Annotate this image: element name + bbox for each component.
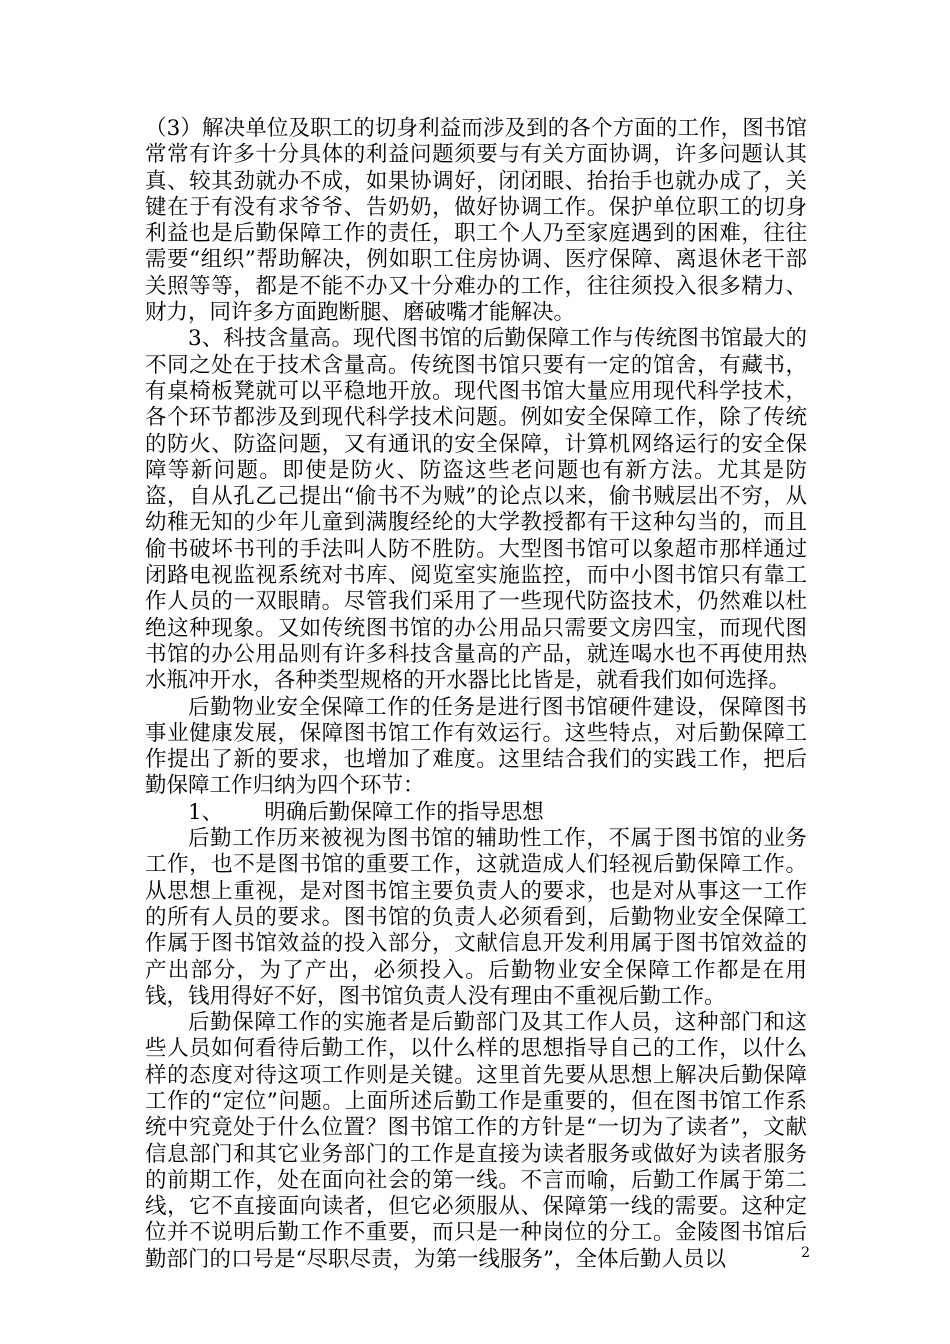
paragraph-tasks: 后勤物业安全保障工作的任务是进行图书馆硬件建设，保障图书事业健康发展，保障图书馆工作有效运行。这些特点，对后勤保障工作提出了新的要求，也增加了难度。这里结合我们的实践工作，把后勤保障工作归纳为四个环节： — [145, 694, 807, 799]
section-heading-number: 1、 — [188, 799, 224, 825]
document-body — [145, 116, 807, 1273]
paragraph-benefits: （3）解决单位及职工的切身利益而涉及到的各个方面的工作，图书馆常常有许多十分具体的利益问题须要与有关方面协调，许多问题认其真、较其劲就办不成，如果协调好，闭闭眼、抬抬手也就办成了，关键在于有没有求爷爷、告奶奶，做好协调工作。保护单位职工的切身利益也是后勤保障工作的责任，职工个人乃至家庭遇到的困难，往往需要“组织”帮助解决，例如职工住房协调、医疗保障、离退休老干部关照等等，都是不能不办又十分难办的工作，往往须投入很多精力、财力，同许多方面跑断腿、磨破嘴才能解决。 — [145, 116, 807, 326]
paragraph-ideology: 后勤工作历来被视为图书馆的辅助性工作，不属于图书馆的业务工作，也不是图书馆的重要工作，这就造成人们轻视后勤保障工作。从思想上重视，是对图书馆主要负责人的要求，也是对从事这一工作的所有人员的要求。图书馆的负责人必须看到，后勤物业安全保障工作属于图书馆效益的投入部分，文献信息开发利用属于图书馆效益的产出部分，为了产出，必须投入。后勤物业安全保障工作都是在用钱，钱用得好不好，图书馆负责人没有理由不重视后勤工作。 — [145, 826, 807, 1009]
page-number: 2 — [801, 1245, 810, 1261]
section-heading-title: 明确后勤保障工作的指导思想 — [264, 799, 544, 825]
paragraph-positioning: 后勤保障工作的实施者是后勤部门及其工作人员，这种部门和这些人员如何看待后勤工作，以什么样的思想指导自己的工作，以什么样的态度对待这项工作则是关键。这里首先要从思想上解决后勤保障工作的“定位”问题。上面所述后勤工作是重要的，但在图书馆工作系统中究竟处于什么位置？图书馆工作的方针是“一切为了读者”，文献信息部门和其它业务部门的工作是直接为读者服务或做好为读者服务的前期工作，处在面向社会的第一线。不言而喻，后勤工作属于第二线，它不直接面向读者，但它必须服从、保障第一线的需要。这种定位并不说明后勤工作不重要，而只是一种岗位的分工。金陵图书馆后勤部门的口号是“尽职尽责，为第一线服务”，全体后勤人员以 — [145, 1010, 807, 1272]
paragraph-tech-content: 3、科技含量高。现代图书馆的后勤保障工作与传统图书馆最大的不同之处在于技术含量高。传统图书馆只要有一定的馆舍，有藏书，有桌椅板凳就可以平稳地开放。现代图书馆大量应用现代科学技术，各个环节都涉及到现代科学技术问题。例如安全保障工作，除了传统的防火、防盗问题，又有通讯的安全保障，计算机网络运行的安全保障等新问题。即使是防火、防盗这些老问题也有新方法。尤其是防盗，自从孔乙己提出“偷书不为贼”的论点以来，偷书贼层出不穷，从幼稚无知的少年儿童到满腹经纶的大学教授都有干这种勾当的，而且偷书破坏书刊的手法叫人防不胜防。大型图书馆可以象超市那样通过闭路电视监视系统对书库、阅览室实施监控，而中小图书馆只有靠工作人员的一双眼睛。尽管我们采用了一些现代防盗技术，仍然难以杜绝这种现象。又如传统图书馆的办公用品只需要文房四宝，而现代图书馆的办公用品则有许多科技含量高的产品，就连喝水也不再使用热水瓶冲开水，各种类型规格的开水器比比皆是，就看我们如何选择。 — [145, 326, 807, 694]
section-heading — [145, 800, 807, 826]
